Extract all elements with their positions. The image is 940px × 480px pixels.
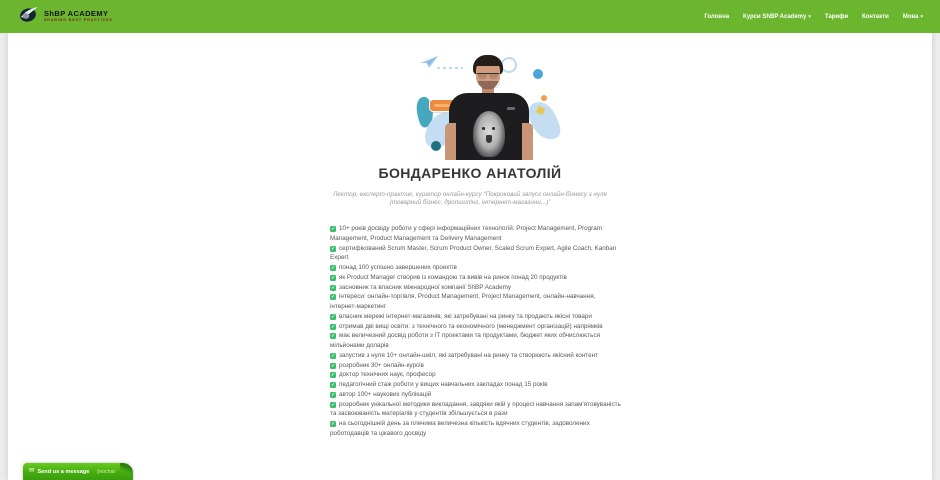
achievement-text: доктор технічних наук, професор	[339, 371, 436, 379]
achievement-text: має величезний досвід роботи з ІТ проектами та продуктами, бюджет яких обчислюється мільйонами доларів	[330, 332, 601, 349]
circle-decoration	[541, 95, 547, 101]
check-icon: ✓	[331, 226, 335, 231]
achievements-list	[330, 224, 622, 439]
achievement-text: автор 100+ наукових публікацій	[339, 390, 432, 398]
list-item	[330, 370, 622, 380]
header	[0, 0, 940, 33]
achievement-text: понад 100 успішно завершених проектів	[339, 264, 457, 271]
logo-title: ShBP ACADEMY	[44, 9, 109, 19]
paper-plane-icon	[419, 55, 439, 69]
achievement-text: сертифікований Scrum Master, Scrum Product Owner, Scaled Scrum Expert, Agile Coach, Kanban Expert	[330, 244, 617, 262]
page-title: БОНДАРЕНКО АНАТОЛІЙ	[378, 165, 562, 181]
person-arm	[445, 123, 456, 160]
profile-subtitle: Лектор, експерт-практик, куратор онлайн-курсу “Покроковий запуск онлайн-бізнесу з нуля (товарний бізнес, дропшипінг, інтернет-магазини...)”	[333, 191, 607, 207]
logo-tagline: SHARING BEST PRACTICES	[44, 18, 113, 23]
list-item	[330, 380, 622, 390]
chat-widget[interactable]	[23, 463, 133, 480]
list-item	[330, 283, 622, 293]
list-item	[330, 361, 622, 371]
check-icon: ✓	[331, 333, 335, 339]
check-icon: ✓	[331, 372, 335, 378]
achievement-text: власник мережі інтернет-магазинів, які затребувані на ринку та продають якісні товари	[339, 312, 592, 320]
dotted-trail	[437, 67, 463, 69]
achievement-text: засновник та власник міжнародної компанії ShBP Academy	[339, 283, 511, 291]
envelope-icon: ✉	[29, 467, 35, 475]
tshirt-logo	[507, 107, 515, 110]
check-icon: ✓	[331, 382, 335, 387]
list-item	[330, 273, 622, 283]
list-item	[330, 400, 622, 420]
achievement-text: педагогічний стаж роботи у вищих навчальних закладах понад 15 років	[339, 381, 548, 388]
nav-item-courses[interactable]: Курси ShBP Academy ▾	[743, 13, 811, 20]
list-item	[330, 263, 622, 273]
nav-item-language[interactable]: Мова ▾	[902, 13, 923, 20]
list-item	[330, 312, 622, 322]
list-item	[330, 224, 622, 244]
lion-print	[473, 111, 505, 157]
check-icon: ✓	[331, 401, 335, 407]
circle-decoration	[431, 141, 441, 151]
check-icon: ✓	[331, 313, 335, 319]
achievement-text: розробник унікальної методики викладання, завдяки якій у процесі навчання запам'ятовуваність та засвоюваність матеріалів у студентів збільшується в рази	[330, 400, 621, 418]
check-icon: ✓	[331, 323, 335, 329]
achievement-text: 10+ років досвіду роботи у сфері інформаційних технологій: Project Management, Program Management, Product Management та Delivery Management	[330, 225, 603, 242]
person-arm	[522, 123, 533, 160]
logo[interactable]	[18, 5, 113, 28]
achievement-text: на сьогоднішній день за плечима величезна кількість вдячних студентів, задоволених роботодавців та цікавого досвіду	[330, 420, 590, 437]
main-nav	[704, 14, 923, 20]
chat-widget-brand: jivochat	[97, 468, 115, 475]
check-icon: ✓	[331, 352, 335, 358]
nav-item-contacts[interactable]: Контакти	[862, 13, 889, 20]
list-item	[330, 331, 622, 351]
achievement-text: як Product Manager створив із командою та вивів на ринок понад 20 продуктів	[339, 273, 567, 281]
achievement-text: отримав дві вищі освіти: з технічного та економічного (менеджмент організацій) напрямків	[339, 322, 603, 330]
list-item	[330, 419, 622, 439]
check-icon: ✓	[331, 294, 335, 300]
profile-photo	[413, 49, 568, 160]
person-glasses	[477, 73, 499, 78]
check-icon: ✓	[331, 284, 335, 290]
check-icon: ✓	[331, 391, 335, 397]
list-item	[330, 322, 622, 332]
chevron-down-icon: ▾	[808, 13, 811, 20]
check-icon: ✓	[331, 362, 335, 368]
logo-swoosh-icon	[18, 5, 40, 28]
check-icon: ✓	[331, 245, 335, 251]
person-hair-fringe	[476, 59, 500, 66]
achievement-text: розробник 30+ онлайн-курсів	[339, 361, 424, 369]
person-tshirt	[449, 93, 529, 160]
chat-widget-label: Send us a message	[37, 468, 90, 475]
nav-item-home[interactable]: Головна	[704, 13, 730, 20]
list-item	[330, 292, 622, 312]
list-item	[330, 390, 622, 400]
achievement-text: запустив з нуля 10+ онлайн-шкіл, які затребувані на ринку та створюють якісний контент	[339, 351, 598, 359]
list-item	[330, 351, 622, 361]
check-icon: ✓	[331, 421, 335, 426]
circle-decoration	[501, 57, 517, 73]
check-icon: ✓	[331, 274, 335, 280]
circle-decoration	[533, 69, 543, 79]
chevron-down-icon: ▾	[920, 13, 923, 20]
check-icon: ✓	[331, 265, 335, 270]
achievement-text: інтереси: онлайн-торгівля, Product Management, Project Management, онлайн-навчання, інтернет-маркетинг	[330, 293, 596, 310]
nav-item-pricing[interactable]: Тарифи	[824, 13, 849, 20]
list-item	[330, 244, 622, 264]
